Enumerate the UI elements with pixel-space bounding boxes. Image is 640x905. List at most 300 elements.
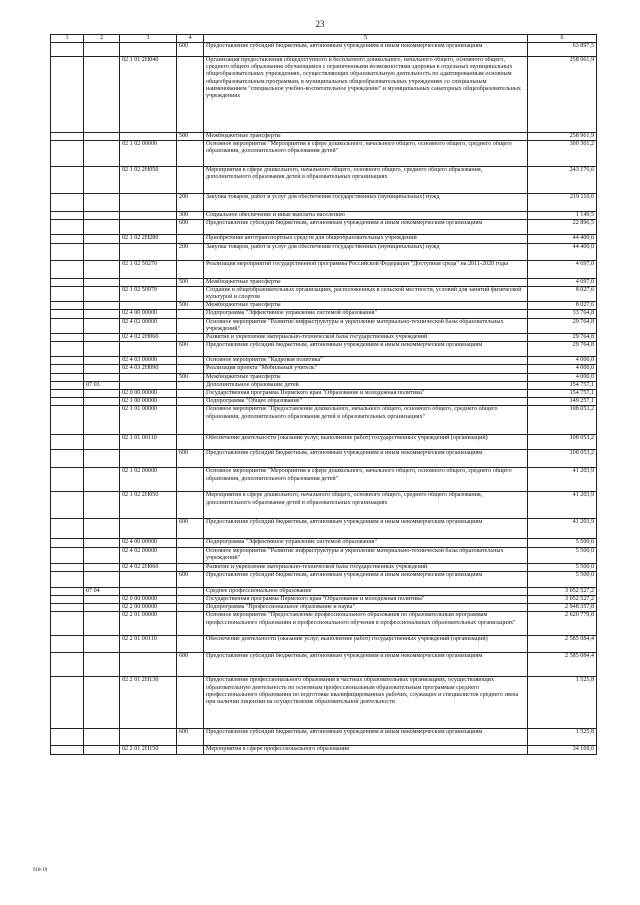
cell-expense-type	[177, 260, 204, 278]
cell-description: Предоставление субсидий бюджетным, автономным учреждениям и иным некоммерческим организациям	[204, 342, 528, 357]
cell-target-article	[120, 302, 177, 310]
cell-description: Подпрограмма "Общее образование"	[204, 398, 528, 406]
cell-col1	[51, 43, 84, 57]
cell-amount: 4 000,0	[528, 365, 597, 373]
cell-description: Социальное обеспечение и иные выплаты населению	[204, 212, 528, 220]
table-row	[51, 381, 597, 389]
cell-section	[84, 450, 120, 468]
cell-section	[84, 141, 120, 167]
cell-amount: 3 052 527,2	[528, 587, 597, 595]
cell-target-article	[120, 220, 177, 235]
cell-description: Обеспечение деятельности (оказание услуг, выполнение работ) государственных учреждений (организаций)	[204, 636, 528, 653]
cell-description: Межбюджетные трансферты	[204, 373, 528, 381]
cell-target-article	[120, 381, 177, 389]
cell-expense-type: 500	[177, 302, 204, 310]
cell-col1	[51, 677, 84, 729]
cell-amount: 34 169,6	[528, 746, 597, 754]
cell-amount: 29 764,8	[528, 334, 597, 342]
cell-section	[84, 519, 120, 539]
cell-col1	[51, 519, 84, 539]
cell-section	[84, 212, 120, 220]
column-header: 4	[177, 35, 204, 43]
cell-section	[84, 571, 120, 587]
cell-amount: 2 585 084,4	[528, 653, 597, 677]
cell-expense-type: 600	[177, 653, 204, 677]
cell-section	[84, 243, 120, 260]
cell-amount: 5 500,0	[528, 547, 597, 563]
cell-amount: 219 110,6	[528, 194, 597, 212]
cell-target-article	[120, 587, 177, 595]
cell-target-article: 02 2 01 2Н150	[120, 746, 177, 754]
table-row	[51, 604, 597, 612]
cell-expense-type	[177, 286, 204, 301]
table-row	[51, 334, 597, 342]
cell-section	[84, 729, 120, 746]
cell-amount: 243 176,6	[528, 167, 597, 194]
column-header: 3	[120, 35, 177, 43]
cell-description: Межбюджетные трансферты	[204, 302, 528, 310]
cell-section	[84, 310, 120, 318]
cell-target-article: 02 1 02 50270	[120, 260, 177, 278]
cell-description: Подпрограмма "Эффективное управление системой образования"	[204, 310, 528, 318]
cell-expense-type	[177, 334, 204, 342]
cell-target-article	[120, 373, 177, 381]
cell-amount: 5 500,0	[528, 571, 597, 587]
cell-col1	[51, 167, 84, 194]
cell-amount: 154 757,1	[528, 381, 597, 389]
cell-description: Предоставление субсидий бюджетным, автономным учреждениям и иным некоммерческим организациям	[204, 519, 528, 539]
cell-section	[84, 746, 120, 754]
table-row	[51, 167, 597, 194]
cell-section: 07 04	[84, 587, 120, 595]
cell-section	[84, 596, 120, 604]
cell-col1	[51, 539, 84, 547]
cell-amount: 29 764,8	[528, 342, 597, 357]
cell-expense-type	[177, 390, 204, 398]
cell-target-article: 02 0 00 00000	[120, 596, 177, 604]
cell-expense-type	[177, 398, 204, 406]
cell-col1	[51, 729, 84, 746]
cell-target-article	[120, 212, 177, 220]
cell-section	[84, 612, 120, 636]
cell-amount: 258 961,9	[528, 133, 597, 141]
cell-expense-type	[177, 587, 204, 595]
cell-col1	[51, 636, 84, 653]
cell-col1	[51, 596, 84, 604]
cell-amount: 63 897,5	[528, 43, 597, 57]
cell-expense-type: 500	[177, 278, 204, 286]
cell-amount: 4 697,0	[528, 278, 597, 286]
cell-col1	[51, 243, 84, 260]
cell-col1	[51, 406, 84, 435]
table-row	[51, 636, 597, 653]
cell-col1	[51, 286, 84, 301]
cell-section	[84, 563, 120, 571]
cell-col1	[51, 563, 84, 571]
cell-target-article: 02 1 00 00000	[120, 398, 177, 406]
cell-description: Реализация мероприятий государственной программы Российской Федерации "Доступная среда" на 2011-2020 годы	[204, 260, 528, 278]
cell-section	[84, 43, 120, 57]
table-row	[51, 746, 597, 754]
cell-target-article: 02 1 02 50970	[120, 286, 177, 301]
cell-expense-type	[177, 310, 204, 318]
table-row	[51, 57, 597, 133]
cell-target-article: 02 2 01 00000	[120, 612, 177, 636]
cell-amount: 41 203,9	[528, 519, 597, 539]
budget-table	[50, 34, 597, 755]
cell-amount: 2 585 084,4	[528, 636, 597, 653]
cell-description: Мероприятия в сфере профессионального образования	[204, 746, 528, 754]
table-row	[51, 260, 597, 278]
cell-amount: 108 053,2	[528, 450, 597, 468]
table-row	[51, 235, 597, 243]
cell-section	[84, 677, 120, 729]
table-row	[51, 519, 597, 539]
cell-description: Предоставление субсидий бюджетным, автономным учреждениям и иным некоммерческим организациям	[204, 43, 528, 57]
cell-amount: 44 400,0	[528, 235, 597, 243]
cell-description: Закупка товаров, работ и услуг для обеспечения государственных (муниципальных) нужд	[204, 243, 528, 260]
table-row	[51, 729, 597, 746]
cell-expense-type: 600	[177, 571, 204, 587]
table-row	[51, 141, 597, 167]
cell-expense-type: 200	[177, 194, 204, 212]
cell-col1	[51, 373, 84, 381]
cell-expense-type: 500	[177, 133, 204, 141]
cell-target-article	[120, 450, 177, 468]
cell-description: Приобретение автотранспортных средств для общеобразовательных учреждений	[204, 235, 528, 243]
table-row	[51, 278, 597, 286]
page-number: 23	[315, 19, 325, 29]
cell-col1	[51, 220, 84, 235]
cell-description: Предоставление субсидий бюджетным, автономным учреждениям и иным некоммерческим организациям	[204, 653, 528, 677]
cell-target-article	[120, 342, 177, 357]
cell-amount: 4 697,0	[528, 260, 597, 278]
cell-section: 07 03	[84, 381, 120, 389]
cell-section	[84, 318, 120, 333]
cell-col1	[51, 492, 84, 519]
cell-target-article: 02 4 02 00000	[120, 318, 177, 333]
cell-col1	[51, 450, 84, 468]
cell-amount: 300 301,2	[528, 141, 597, 167]
cell-amount: 41 203,9	[528, 492, 597, 519]
cell-col1	[51, 212, 84, 220]
cell-description: Предоставление субсидий бюджетным, автономным учреждениям и иным некоммерческим организациям	[204, 571, 528, 587]
cell-target-article	[120, 653, 177, 677]
cell-target-article: 02 4 03 00000	[120, 357, 177, 365]
column-header: 2	[84, 35, 120, 43]
cell-description: Предоставление субсидий бюджетным, автономным учреждениям и иным некоммерческим организациям	[204, 729, 528, 746]
cell-expense-type	[177, 746, 204, 754]
cell-col1	[51, 334, 84, 342]
cell-col1	[51, 318, 84, 333]
cell-col1	[51, 357, 84, 365]
table-row	[51, 587, 597, 595]
cell-description: Основное мероприятие "Мероприятия в сфере дошкольного, начального общего, основного общего, среднего общего образования, дополнительного образования детей"	[204, 468, 528, 492]
cell-description: Закупка товаров, работ и услуг для обеспечения государственных (муниципальных) нужд	[204, 194, 528, 212]
cell-expense-type: 600	[177, 43, 204, 57]
cell-expense-type	[177, 677, 204, 729]
cell-description: Предоставление субсидий бюджетным, автономным учреждениям и иным некоммерческим организациям	[204, 220, 528, 235]
table-row	[51, 468, 597, 492]
cell-target-article: 02 2 00 00000	[120, 604, 177, 612]
cell-expense-type	[177, 57, 204, 133]
cell-section	[84, 653, 120, 677]
cell-section	[84, 57, 120, 133]
cell-expense-type	[177, 563, 204, 571]
cell-col1	[51, 604, 84, 612]
cell-section	[84, 406, 120, 435]
table-row	[51, 365, 597, 373]
cell-col1	[51, 398, 84, 406]
table-row	[51, 310, 597, 318]
cell-description: Межбюджетные трансферты	[204, 133, 528, 141]
cell-col1	[51, 302, 84, 310]
cell-target-article: 02 4 00 00000	[120, 310, 177, 318]
cell-target-article: 02 4 00 00000	[120, 539, 177, 547]
table-row	[51, 220, 597, 235]
cell-expense-type	[177, 492, 204, 519]
cell-section	[84, 260, 120, 278]
cell-amount: 149 257,1	[528, 398, 597, 406]
table-row	[51, 406, 597, 435]
cell-description: Основное мероприятие "Предоставление профессионального образования по образовательным программам профессионального образования и профессионального обучения в профессиональных образовательных организациях"	[204, 612, 528, 636]
cell-description: Государственная программа Пермского края "Образование и молодежная политика"	[204, 596, 528, 604]
cell-amount: 29 764,8	[528, 318, 597, 333]
document-code: 918-19	[33, 868, 48, 873]
cell-col1	[51, 587, 84, 595]
cell-amount: 8 027,6	[528, 286, 597, 301]
table-row	[51, 243, 597, 260]
cell-section	[84, 492, 120, 519]
cell-description: Основное мероприятие "Предоставление дошкольного, начального общего, основного общего, среднего общего образования, дополнительного образования детей в образовательных организациях"	[204, 406, 528, 435]
cell-description: Организация предоставления общедоступного и бесплатного дошкольного, начального общего, основного общего, среднего общего образования обучающимся с ограниченными возможностями здоровья в отдельных муниципальных общеобразовательных учреждениях, осуществляющих образовательную деятельность по адаптированным основным общеобразовательным программам, в муниципальных общеобразовательных учреждениях со специальным наименованием "специальное учебно-воспитательное учреждение" и муниципальных санаторных общеобразовательных учреждениях	[204, 57, 528, 133]
cell-section	[84, 435, 120, 450]
cell-section	[84, 302, 120, 310]
cell-description: Мероприятия в сфере дошкольного, начального общего, основного общего, среднего общего образования, дополнительного образования детей в образовательных организациях	[204, 167, 528, 194]
cell-amount: 4 000,0	[528, 357, 597, 365]
column-header: 1	[51, 35, 84, 43]
cell-amount: 1 149,5	[528, 212, 597, 220]
cell-col1	[51, 141, 84, 167]
cell-amount: 2 620 779,8	[528, 612, 597, 636]
cell-col1	[51, 381, 84, 389]
cell-expense-type	[177, 435, 204, 450]
cell-amount: 5 500,0	[528, 563, 597, 571]
cell-description: Основное мероприятие "Развитие инфраструктуры и укрепление материально-технической базы образовательных учреждений"	[204, 318, 528, 333]
cell-description: Мероприятия в сфере дошкольного, начального общего, основного общего, среднего общего образования, дополнительного образования детей в образовательных организациях	[204, 492, 528, 519]
cell-expense-type	[177, 636, 204, 653]
cell-expense-type: 600	[177, 450, 204, 468]
cell-section	[84, 167, 120, 194]
cell-col1	[51, 390, 84, 398]
table-row	[51, 133, 597, 141]
cell-expense-type	[177, 357, 204, 365]
table-row	[51, 571, 597, 587]
column-number-row	[51, 35, 597, 43]
cell-section	[84, 278, 120, 286]
cell-amount: 4 000,0	[528, 373, 597, 381]
cell-expense-type	[177, 612, 204, 636]
table-row	[51, 653, 597, 677]
cell-expense-type	[177, 167, 204, 194]
cell-col1	[51, 235, 84, 243]
cell-col1	[51, 365, 84, 373]
cell-description: Развитие и укрепление материально-технической базы государственных учреждений	[204, 334, 528, 342]
cell-expense-type: 200	[177, 243, 204, 260]
cell-target-article: 02 2 01 00110	[120, 636, 177, 653]
cell-expense-type	[177, 381, 204, 389]
cell-target-article	[120, 243, 177, 260]
column-header: 6	[528, 35, 597, 43]
cell-expense-type: 600	[177, 729, 204, 746]
cell-description: Реализация проекта "Мобильный учитель"	[204, 365, 528, 373]
cell-target-article: 02 0 00 00000	[120, 390, 177, 398]
table-row	[51, 596, 597, 604]
table-row	[51, 212, 597, 220]
cell-amount: 108 053,2	[528, 435, 597, 450]
cell-description: Подпрограмма "Эффективное управление системой образования"	[204, 539, 528, 547]
cell-description: Основное мероприятие "Кадровая политика"	[204, 357, 528, 365]
cell-description: Межбюджетные трансферты	[204, 278, 528, 286]
cell-target-article: 02 1 01 2Н040	[120, 57, 177, 133]
cell-col1	[51, 133, 84, 141]
cell-expense-type	[177, 547, 204, 563]
cell-section	[84, 539, 120, 547]
cell-col1	[51, 612, 84, 636]
table-row	[51, 342, 597, 357]
cell-description: Предоставление субсидий бюджетным, автономным учреждениям и иным некоммерческим организациям	[204, 450, 528, 468]
table-row	[51, 302, 597, 310]
cell-description: Предоставление профессионального образования в частных образовательных организациях, осуществляющих образовательную деятельность по основным профессиональным образовательным программам среднего профессионального образования по подготовке квалифицированных рабочих, служащих и специалистов среднего звена при наличии лицензии на осуществление образовательной деятельности	[204, 677, 528, 729]
cell-target-article: 02 1 01 00000	[120, 406, 177, 435]
cell-target-article: 02 1 02 2Н280	[120, 235, 177, 243]
cell-col1	[51, 260, 84, 278]
cell-expense-type: 600	[177, 220, 204, 235]
cell-target-article	[120, 133, 177, 141]
cell-expense-type	[177, 235, 204, 243]
cell-col1	[51, 653, 84, 677]
cell-expense-type	[177, 539, 204, 547]
cell-target-article: 02 1 02 00000	[120, 141, 177, 167]
cell-target-article: 02 1 01 00110	[120, 435, 177, 450]
cell-col1	[51, 278, 84, 286]
table-row	[51, 612, 597, 636]
cell-target-article: 02 4 02 00000	[120, 547, 177, 563]
column-header: 5	[204, 35, 528, 43]
cell-target-article: 02 1 02 2Н050	[120, 492, 177, 519]
cell-target-article	[120, 519, 177, 539]
cell-target-article	[120, 278, 177, 286]
cell-expense-type	[177, 596, 204, 604]
cell-section	[84, 604, 120, 612]
cell-expense-type: 600	[177, 519, 204, 539]
cell-amount: 108 053,2	[528, 406, 597, 435]
cell-section	[84, 373, 120, 381]
cell-amount: 3 052 527,2	[528, 596, 597, 604]
cell-col1	[51, 468, 84, 492]
cell-amount: 33 764,8	[528, 310, 597, 318]
cell-section	[84, 365, 120, 373]
table-row	[51, 398, 597, 406]
cell-description: Дополнительное образование детей	[204, 381, 528, 389]
table-row	[51, 539, 597, 547]
table-row	[51, 373, 597, 381]
cell-amount: 41 203,9	[528, 468, 597, 492]
table-row	[51, 435, 597, 450]
cell-amount: 44 400,0	[528, 243, 597, 260]
cell-section	[84, 220, 120, 235]
cell-target-article	[120, 194, 177, 212]
cell-section	[84, 286, 120, 301]
cell-amount: 5 500,0	[528, 539, 597, 547]
cell-amount: 22 896,5	[528, 220, 597, 235]
cell-col1	[51, 342, 84, 357]
cell-expense-type: 600	[177, 342, 204, 357]
cell-target-article	[120, 43, 177, 57]
cell-section	[84, 357, 120, 365]
cell-expense-type: 300	[177, 212, 204, 220]
cell-target-article: 02 4 03 2Н090	[120, 365, 177, 373]
table-row	[51, 547, 597, 563]
table-row	[51, 286, 597, 301]
cell-description: Развитие и укрепление материально-технической базы государственных учреждений	[204, 563, 528, 571]
cell-expense-type	[177, 604, 204, 612]
cell-section	[84, 334, 120, 342]
cell-col1	[51, 746, 84, 754]
cell-amount: 258 961,9	[528, 57, 597, 133]
cell-col1	[51, 547, 84, 563]
cell-target-article: 02 4 02 2Н060	[120, 334, 177, 342]
cell-target-article: 02 1 02 00000	[120, 468, 177, 492]
cell-section	[84, 636, 120, 653]
cell-section	[84, 390, 120, 398]
cell-amount: 1 525,8	[528, 677, 597, 729]
cell-description: Обеспечение деятельности (оказание услуг, выполнение работ) государственных учреждений (организаций)	[204, 435, 528, 450]
table-row	[51, 194, 597, 212]
cell-amount: 1 525,8	[528, 729, 597, 746]
cell-section	[84, 547, 120, 563]
cell-amount: 154 757,1	[528, 390, 597, 398]
cell-target-article	[120, 571, 177, 587]
cell-description: Основное мероприятие "Развитие инфраструктуры и укрепление материально-технической базы образовательных учреждений"	[204, 547, 528, 563]
cell-col1	[51, 435, 84, 450]
cell-target-article: 02 2 01 2Н130	[120, 677, 177, 729]
cell-section	[84, 133, 120, 141]
table-row	[51, 450, 597, 468]
cell-col1	[51, 194, 84, 212]
cell-section	[84, 398, 120, 406]
cell-expense-type: 500	[177, 373, 204, 381]
cell-col1	[51, 57, 84, 133]
cell-description: Государственная программа Пермского края "Образование и молодежная политика"	[204, 390, 528, 398]
table-row	[51, 43, 597, 57]
cell-section	[84, 194, 120, 212]
cell-description: Среднее профессиональное образование	[204, 587, 528, 595]
cell-description: Создание в общеобразовательных организациях, расположенных в сельской местности, условий для занятий физической культурой и спортом	[204, 286, 528, 301]
cell-section	[84, 235, 120, 243]
cell-amount: 8 027,6	[528, 302, 597, 310]
cell-section	[84, 468, 120, 492]
cell-expense-type	[177, 141, 204, 167]
table-row	[51, 677, 597, 729]
table-row	[51, 318, 597, 333]
cell-target-article	[120, 729, 177, 746]
table-row	[51, 390, 597, 398]
cell-expense-type	[177, 468, 204, 492]
cell-col1	[51, 571, 84, 587]
table-row	[51, 563, 597, 571]
cell-section	[84, 342, 120, 357]
